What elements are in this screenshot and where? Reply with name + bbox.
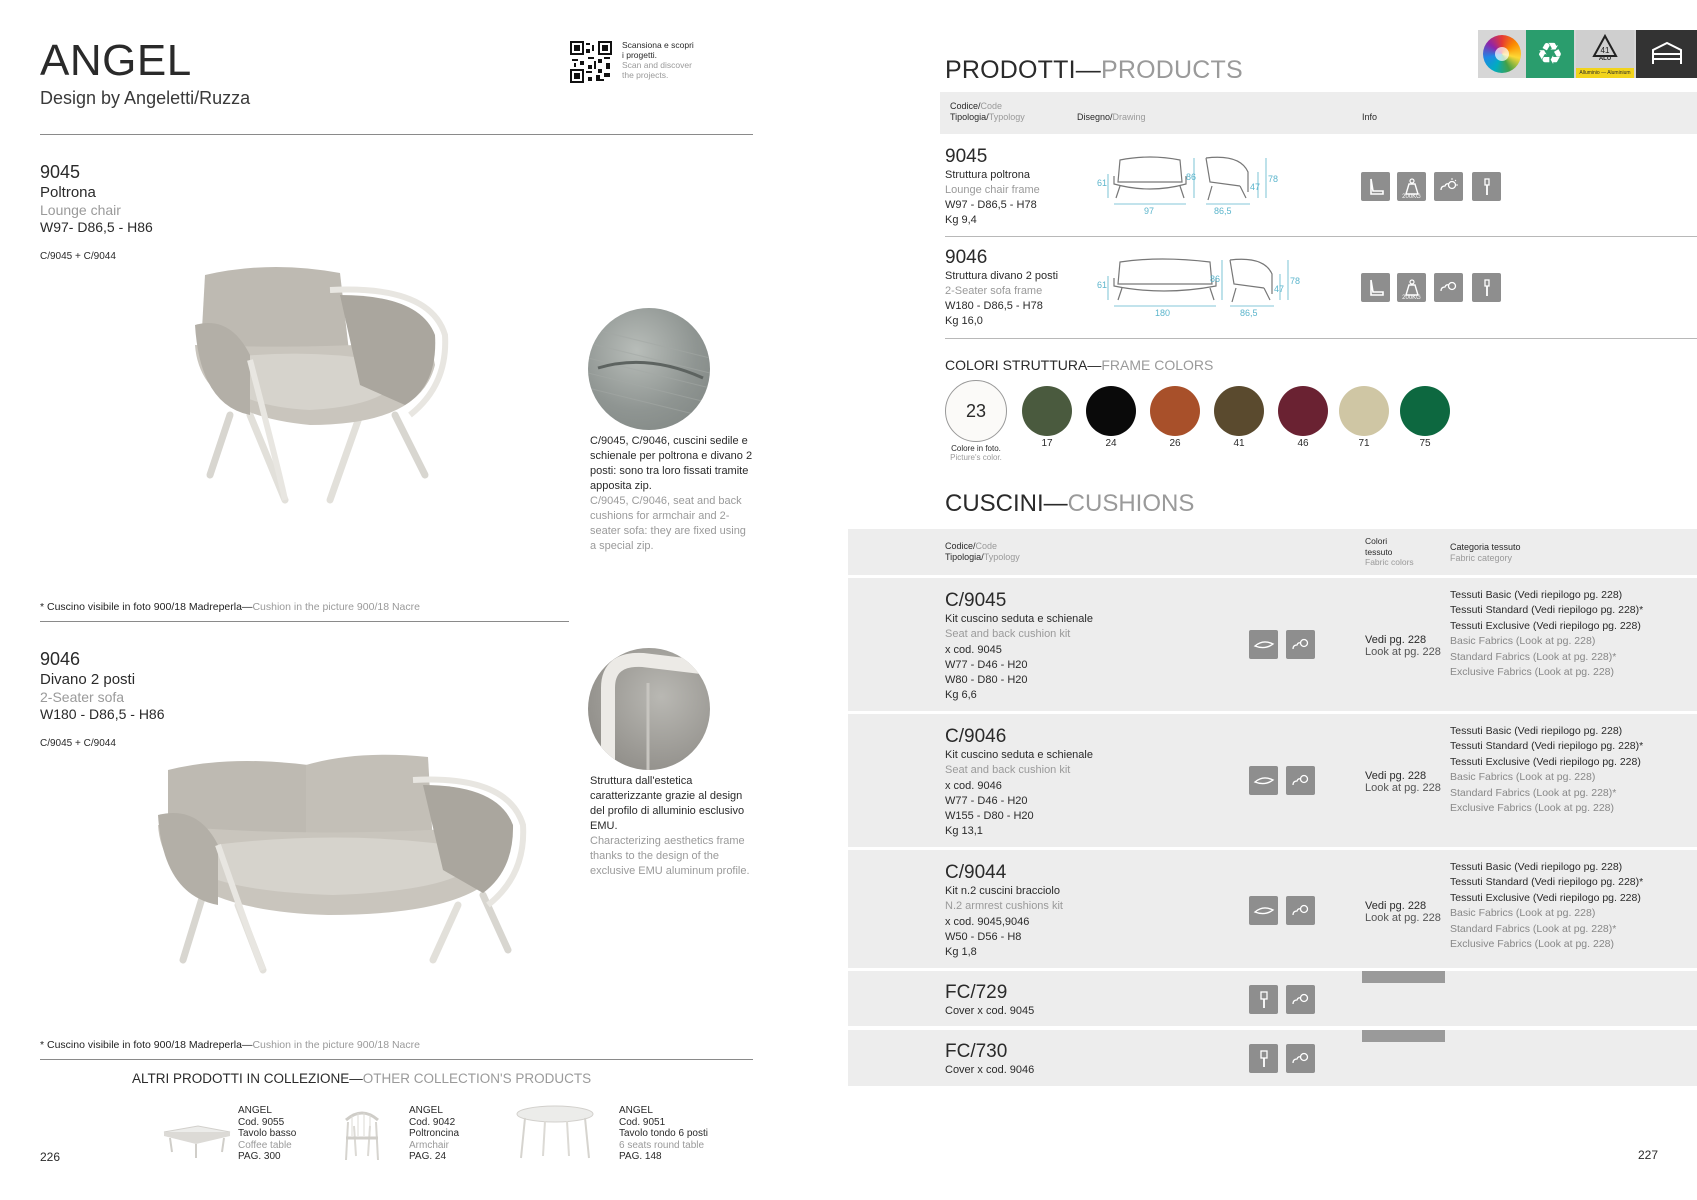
row-name-en: Lounge chair frame	[945, 184, 1040, 196]
cush-header-code-it: Codice/	[945, 541, 976, 551]
cushion-note-2-it: * Cuscino visibile in foto 900/18 Madreperla	[40, 1039, 242, 1051]
dim-w: 97	[1144, 206, 1155, 216]
cush-header-code-typology	[945, 541, 1020, 563]
see-page-it: Vedi pg. 228	[1365, 634, 1427, 646]
qr-caption-it-2: i progetti.	[622, 50, 657, 60]
other-product-1[interactable]	[238, 1105, 296, 1163]
products-title-en: PRODUCTS	[1100, 56, 1243, 84]
other-products-title	[132, 1071, 591, 1086]
other-product-3[interactable]	[619, 1105, 708, 1163]
fabric-basic-en: Basic Fabrics (Look at pg. 228)	[1450, 907, 1596, 920]
cover-info	[945, 1041, 1034, 1078]
header-code-it: Codice/	[950, 101, 981, 111]
weight-load-icon	[1397, 172, 1426, 201]
color-swatch-label: 71	[1358, 438, 1370, 449]
zip-icon	[1249, 985, 1278, 1014]
cushions-title-en: CUSHIONS	[1067, 490, 1195, 517]
svg-text:41: 41	[1600, 46, 1610, 55]
products-table-header	[940, 92, 1697, 134]
cushion-note-2-en: Cushion in the picture 900/18 Nacre	[252, 1039, 420, 1051]
zip-icon	[1249, 1044, 1278, 1073]
frame-colors-dash: —	[1087, 357, 1102, 373]
frame-colors-title-en: FRAME COLORS	[1101, 357, 1214, 373]
fabric-basic-en: Basic Fabrics (Look at pg. 228)	[1450, 771, 1596, 784]
detail-text-1-en: C/9045, C/9046, seat and back cushions for armchair and 2-seater sofa: they are fixed using a special zip.	[590, 495, 746, 552]
product-code: 9045	[40, 162, 81, 182]
divider-note-1	[40, 621, 569, 622]
product-row-9045	[945, 146, 1040, 228]
dim-w: 180	[1155, 308, 1171, 318]
cushion-name-en: Seat and back cushion kit	[945, 628, 1071, 641]
product-name-en: 2-Seater sofa	[40, 689, 125, 705]
cushion-codes: C/9045 + C/9044	[40, 738, 116, 749]
color-swatch-label: 24	[1105, 438, 1117, 449]
page-number-left: 226	[40, 1150, 61, 1164]
cushion-name-en: N.2 armrest cushions kit	[945, 900, 1063, 913]
fabric-standard-en: Standard Fabrics (Look at pg. 228)*	[1450, 922, 1617, 935]
row-weight: Kg 9,4	[945, 214, 977, 226]
frame-detail-photo-2	[588, 648, 710, 770]
cushion-weight: Kg 1,8	[945, 946, 977, 959]
fabric-category-list	[1450, 588, 1643, 680]
header-divider	[40, 134, 753, 135]
cushion-dims-1: W50 - D56 - H8	[945, 930, 1022, 943]
cushion-info	[945, 726, 1093, 840]
see-page-en: Look at pg. 228	[1365, 912, 1441, 924]
cushion-code: C/9044	[945, 862, 1007, 883]
cushion-code: C/9045	[945, 590, 1007, 611]
cover-code: FC/729	[945, 982, 1008, 1003]
product-9046-info	[40, 649, 165, 749]
product-name-en: Lounge chair	[40, 202, 121, 218]
other-line: ANGEL	[409, 1105, 443, 1116]
cushion-name-it: Kit n.2 cuscini bracciolo	[945, 885, 1060, 897]
other-title-it: ALTRI PRODOTTI IN COLLEZIONE	[132, 1071, 350, 1086]
other-name-en: Coffee table	[238, 1139, 292, 1151]
cush-header-colors-2: tessuto	[1365, 546, 1393, 557]
see-page-it: Vedi pg. 228	[1365, 900, 1427, 912]
fabric-exclusive-en: Exclusive Fabrics (Look at pg. 228)	[1450, 802, 1614, 815]
dim-h3: 47	[1274, 284, 1285, 294]
collection-title: ANGEL	[40, 36, 192, 85]
color-in-photo-caption	[936, 444, 1016, 462]
weather-resistant-icon	[1286, 1044, 1315, 1073]
header-typology	[950, 112, 1025, 123]
dim-h4: 78	[1290, 276, 1301, 286]
dim-h2: 86	[1186, 172, 1197, 182]
weather-resistant-icon	[1434, 273, 1463, 302]
dim-h1: 61	[1097, 280, 1108, 290]
sit-comfort-icon	[1361, 273, 1390, 302]
other-code: Cod. 9051	[619, 1116, 666, 1128]
qr-caption-it-1: Scansiona e scopri	[622, 40, 694, 50]
cush-header-code-en: Code	[975, 541, 998, 551]
fabric-standard-it: Tessuti Standard (Vedi riepilogo pg. 228)*	[1450, 604, 1644, 617]
recycle-icon: ♻	[1526, 30, 1574, 78]
cushion-for: x cod. 9045	[945, 643, 1002, 656]
other-title-en: OTHER COLLECTION'S PRODUCTS	[362, 1071, 592, 1086]
cushion-note-1	[40, 601, 420, 613]
dim-d: 86,5	[1214, 206, 1232, 216]
color-swatch-label: 41	[1233, 438, 1245, 449]
cushion-code: C/9046	[945, 726, 1007, 747]
color-in-photo-swatch[interactable]	[945, 380, 1007, 442]
dim-h1: 61	[1097, 178, 1108, 188]
see-page-it: Vedi pg. 228	[1365, 770, 1427, 782]
header-drawing-it: Disegno/	[1077, 112, 1113, 122]
header-drawing	[1077, 112, 1146, 122]
dim-h3: 47	[1250, 182, 1261, 192]
other-title-dash: —	[349, 1071, 363, 1086]
color-caption-en: Picture's color.	[950, 453, 1002, 462]
coffee-table-thumb[interactable]	[160, 1122, 232, 1160]
fabric-exclusive-en: Exclusive Fabrics (Look at pg. 228)	[1450, 938, 1614, 951]
other-code: Cod. 9055	[238, 1116, 285, 1128]
fabric-standard-it: Tessuti Standard (Vedi riepilogo pg. 228)*	[1450, 740, 1644, 753]
fabric-detail-photo-1	[588, 308, 710, 430]
note-dash-1: —	[241, 601, 253, 613]
fabric-basic-it: Tessuti Basic (Vedi riepilogo pg. 228)	[1450, 589, 1623, 601]
see-page-en: Look at pg. 228	[1365, 646, 1441, 658]
round-table-thumb[interactable]	[515, 1104, 595, 1160]
fabric-exclusive-it: Tessuti Exclusive (Vedi riepilogo pg. 228)	[1450, 619, 1641, 632]
products-title-it: PRODOTTI	[945, 56, 1076, 84]
products-title-dash: —	[1075, 56, 1101, 84]
row-code: 9045	[945, 146, 988, 167]
cushion-weight: Kg 6,6	[945, 689, 977, 702]
product-code: 9046	[40, 649, 81, 669]
cush-header-colors-en: Fabric colors	[1365, 557, 1414, 567]
detail-text-1-it: C/9045, C/9046, cuscini sedile e schienale per poltrona e divano 2 posti: sono tra loro fissati tramite apposita zip.	[590, 435, 753, 492]
detail-text-2-it: Struttura dall'estetica caratterizzante grazie al design del profilo di alluminio esclusivo EMU.	[590, 775, 745, 832]
other-page: PAG. 148	[619, 1151, 662, 1162]
drawing-9045	[1097, 152, 1280, 218]
header-typology-en: Typology	[988, 112, 1025, 122]
fabric-exclusive-it: Tessuti Exclusive (Vedi riepilogo pg. 228)	[1450, 755, 1641, 768]
cush-header-fabric-cat	[1450, 542, 1521, 564]
fabric-basic-it: Tessuti Basic (Vedi riepilogo pg. 228)	[1450, 725, 1623, 737]
cush-header-typology-it: Tipologia/	[945, 552, 984, 562]
screw-assembly-icon	[1472, 172, 1501, 201]
color-swatch-71[interactable]	[1339, 386, 1389, 436]
product-row-9046	[945, 247, 1058, 329]
cush-header-typology	[945, 552, 1020, 563]
product-name-it: Poltrona	[40, 184, 96, 201]
other-line: ANGEL	[619, 1105, 653, 1116]
weight-load-icon	[1397, 273, 1426, 302]
row-code: 9046	[945, 247, 988, 268]
cush-header-cat-en: Fabric category	[1450, 553, 1513, 563]
qr-code[interactable]	[570, 41, 612, 83]
other-name-it: Tavolo basso	[238, 1128, 297, 1139]
fabric-standard-en: Standard Fabrics (Look at pg. 228)*	[1450, 650, 1617, 663]
cushion-note-1-en: Cushion in the picture 900/18 Nacre	[252, 601, 420, 613]
color-swatch-24[interactable]	[1086, 386, 1136, 436]
fabric-colors-ref	[1365, 770, 1441, 794]
fabric-colors-ref	[1365, 900, 1441, 924]
header-code	[950, 101, 1025, 112]
outdoor-icon	[1636, 30, 1697, 78]
cushion-note-2	[40, 1039, 420, 1051]
qr-caption-en-1: Scan and discover	[622, 60, 692, 70]
row-name-it: Struttura divano 2 posti	[945, 270, 1059, 282]
alu-badge	[1576, 30, 1634, 78]
product-row-divider-2	[945, 338, 1697, 339]
load-label: 200KG	[1402, 194, 1421, 200]
product-9045-info	[40, 162, 153, 262]
cushion-name-it: Kit cuscino seduta e schienale	[945, 613, 1093, 625]
alu-yellow-bar: Alluminio — Aluminium	[1576, 68, 1634, 78]
fabric-category-list	[1450, 724, 1643, 816]
color-wheel-icon	[1481, 33, 1523, 75]
lounge-chair-photo	[190, 265, 470, 515]
weather-resistant-icon	[1434, 172, 1463, 201]
cushion-dims-1: W77 - D46 - H20	[945, 794, 1028, 807]
drawing-9046	[1097, 254, 1310, 320]
weather-resistant-icon	[1286, 630, 1315, 659]
color-swatch-46[interactable]	[1278, 386, 1328, 436]
cushion-codes: C/9045 + C/9044	[40, 251, 116, 262]
other-page: PAG. 300	[238, 1151, 281, 1162]
cush-header-cat-it: Categoria tessuto	[1450, 542, 1521, 552]
fabric-exclusive-en: Exclusive Fabrics (Look at pg. 228)	[1450, 666, 1614, 679]
detail-text-2-en: Characterizing aesthetics frame thanks to the design of the exclusive EMU aluminum profile.	[590, 835, 750, 877]
cover-color-bar	[1362, 971, 1445, 983]
color-wheel-center	[1495, 47, 1509, 61]
note-dash-2: —	[241, 1039, 253, 1051]
sit-comfort-icon	[1361, 172, 1390, 201]
cush-header-fabric-colors	[1365, 536, 1414, 568]
product-dims: W180 - D86,5 - H86	[40, 706, 165, 722]
other-code: Cod. 9042	[409, 1116, 456, 1128]
other-page: PAG. 24	[409, 1151, 447, 1162]
row-weight: Kg 16,0	[945, 315, 983, 327]
cush-header-typology-en: Typology	[983, 552, 1020, 562]
header-code-en: Code	[980, 101, 1003, 111]
detail-text-1	[590, 434, 755, 554]
cushion-for: x cod. 9045,9046	[945, 915, 1030, 928]
qr-caption	[622, 40, 694, 80]
other-name-it: Poltroncina	[409, 1128, 460, 1139]
cushion-for: x cod. 9046	[945, 779, 1002, 792]
weather-resistant-icon	[1286, 896, 1315, 925]
products-title	[945, 56, 1243, 85]
dim-h4: 78	[1268, 174, 1279, 184]
color-swatch-label: 26	[1169, 438, 1181, 449]
cover-desc: Cover x cod. 9046	[945, 1064, 1035, 1076]
fabric-exclusive-it: Tessuti Exclusive (Vedi riepilogo pg. 228)	[1450, 891, 1641, 904]
cover-code: FC/730	[945, 1041, 1008, 1062]
see-page-en: Look at pg. 228	[1365, 782, 1441, 794]
product-name-it: Divano 2 posti	[40, 671, 136, 688]
cushion-shape-icon	[1249, 766, 1278, 795]
fabric-standard-it: Tessuti Standard (Vedi riepilogo pg. 228)*	[1450, 876, 1644, 889]
cushion-info	[945, 862, 1063, 960]
cushions-title-dash: —	[1043, 490, 1068, 517]
row-name-en: 2-Seater sofa frame	[945, 285, 1043, 297]
cushion-weight: Kg 13,1	[945, 825, 983, 838]
product-row-divider-1	[945, 236, 1697, 237]
product-dims: W97- D86,5 - H86	[40, 219, 153, 235]
cushion-info	[945, 590, 1093, 704]
armchair-thumb[interactable]	[338, 1102, 386, 1162]
cush-header-code	[945, 541, 1020, 552]
cush-header-colors-1: Colori	[1365, 536, 1388, 546]
dim-h2: 86	[1210, 274, 1221, 284]
color-caption-it: Colore in foto.	[951, 444, 1001, 453]
other-product-2[interactable]	[409, 1105, 459, 1163]
cushion-name-en: Seat and back cushion kit	[945, 764, 1071, 777]
row-dims: W97 - D86,5 - H78	[945, 199, 1037, 211]
header-info: Info	[1362, 112, 1378, 122]
cushions-title	[945, 490, 1194, 518]
divider-note-2	[40, 1059, 753, 1060]
cushion-shape-icon	[1249, 630, 1278, 659]
designer-credit: Design by Angeletti/Ruzza	[40, 88, 251, 108]
color-swatch-75[interactable]	[1400, 386, 1450, 436]
cushion-dims-2: W80 - D80 - H20	[945, 674, 1028, 687]
page-number-right: 227	[1638, 1148, 1659, 1162]
cushions-title-it: CUSCINI	[945, 490, 1044, 517]
fabric-colors-ref	[1365, 634, 1441, 658]
cushion-dims-1: W77 - D46 - H20	[945, 658, 1028, 671]
cushion-name-it: Kit cuscino seduta e schienale	[945, 749, 1093, 761]
row-name-it: Struttura poltrona	[945, 169, 1030, 181]
other-name-en: 6 seats round table	[619, 1139, 705, 1151]
weather-resistant-icon	[1286, 766, 1315, 795]
qr-caption-en-2: the projects.	[622, 70, 669, 80]
other-name-en: Armchair	[409, 1139, 450, 1151]
color-swatch-17[interactable]	[1022, 386, 1072, 436]
fabric-category-list	[1450, 860, 1643, 952]
weather-resistant-icon	[1286, 985, 1315, 1014]
cushion-shape-icon	[1249, 896, 1278, 925]
cushion-note-1-it: * Cuscino visibile in foto 900/18 Madreperla	[40, 601, 242, 613]
dim-d: 86,5	[1240, 308, 1258, 318]
color-swatch-label: 46	[1297, 438, 1309, 449]
frame-colors-title-it: COLORI STRUTTURA	[945, 357, 1088, 373]
load-label: 200KG	[1402, 295, 1421, 301]
cover-color-bar	[1362, 1030, 1445, 1042]
sofa-photo	[158, 745, 538, 975]
fabric-basic-en: Basic Fabrics (Look at pg. 228)	[1450, 635, 1596, 648]
row-dims: W180 - D86,5 - H78	[945, 300, 1043, 312]
cover-desc: Cover x cod. 9045	[945, 1005, 1035, 1017]
cushion-dims-2: W155 - D80 - H20	[945, 810, 1034, 823]
fabric-basic-it: Tessuti Basic (Vedi riepilogo pg. 228)	[1450, 861, 1623, 873]
detail-text-2	[590, 774, 755, 879]
other-line: ANGEL	[238, 1105, 272, 1116]
alu-label: ALU	[1598, 56, 1612, 62]
header-typology-it: Tipologia/	[950, 112, 989, 122]
screw-assembly-icon	[1472, 273, 1501, 302]
color-swatch-41[interactable]	[1214, 386, 1264, 436]
color-swatch-26[interactable]	[1150, 386, 1200, 436]
frame-colors-title	[945, 357, 1213, 373]
color-in-photo-code: 23	[965, 400, 987, 421]
color-swatch-label: 17	[1041, 438, 1053, 449]
cover-info	[945, 982, 1034, 1019]
header-code-typology	[950, 101, 1025, 123]
other-name-it: Tavolo tondo 6 posti	[619, 1128, 708, 1139]
color-wheel-disc	[1483, 35, 1521, 73]
color-swatch-label: 75	[1419, 438, 1431, 449]
header-drawing-en: Drawing	[1112, 112, 1146, 122]
fabric-standard-en: Standard Fabrics (Look at pg. 228)*	[1450, 786, 1617, 799]
